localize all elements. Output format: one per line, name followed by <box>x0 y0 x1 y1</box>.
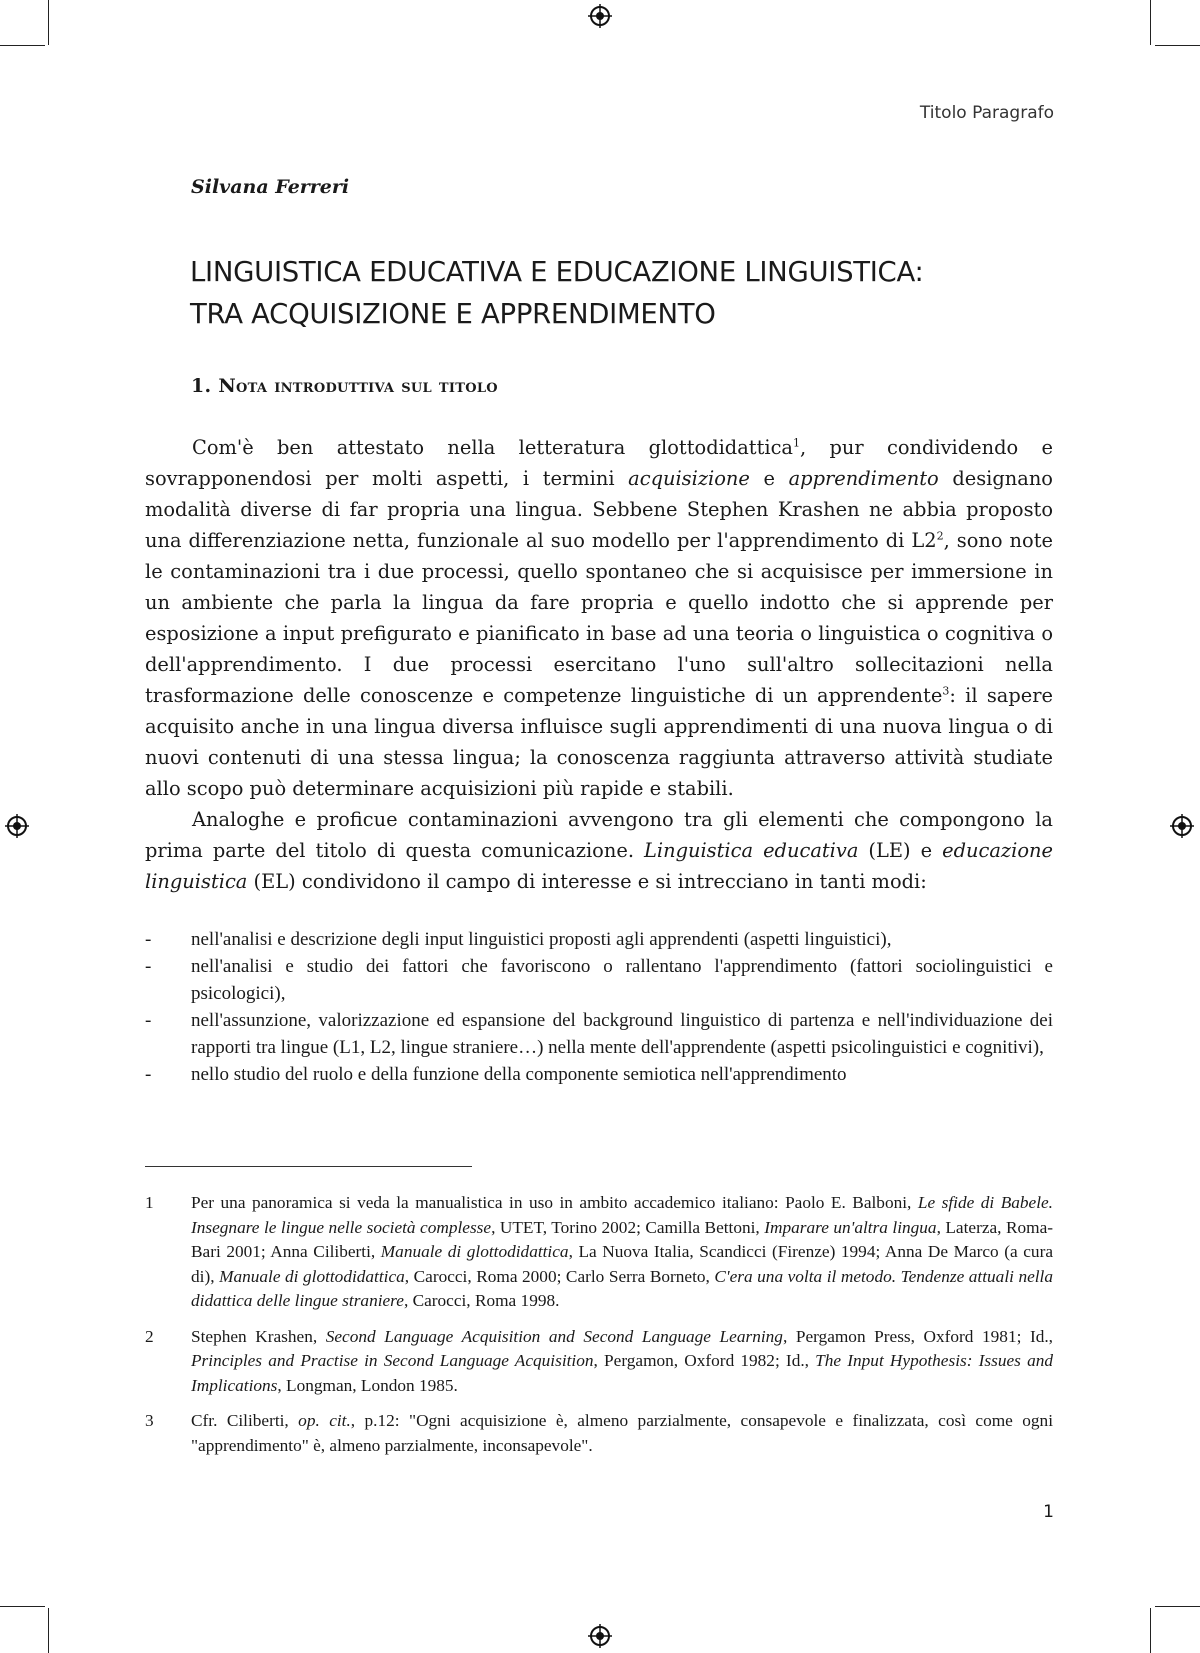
body-text <box>145 432 1053 897</box>
paragraph-2: Analoghe e proficue contaminazioni avvengono tra gli elementi che compongono la prima parte del titolo di questa comunicazione. Linguistica educativa (LE) e educazione linguistica (EL) condividono il campo di interesse e si intrecciano in tanti modi: <box>145 808 1053 893</box>
title-line-1: LINGUISTICA EDUCATIVA E EDUCAZIONE LINGUISTICA: <box>190 256 924 288</box>
crop-mark-top-left-h <box>0 45 45 46</box>
crop-mark-bottom-left-v <box>48 1608 49 1653</box>
running-header: Titolo Paragrafo <box>919 103 1054 123</box>
footnote-3: 3 Cfr. Ciliberti, op. cit., p.12: "Ogni acquisizione è, almeno parzialmente, consapevole e finalizzata, così come ogni "apprendimento" è, almeno parzialmente, inconsapevole". <box>145 1411 1053 1455</box>
footnote-ref-2: 2 <box>936 529 944 543</box>
footnotes <box>145 1191 1053 1469</box>
crop-mark-top-right-h <box>1155 45 1200 46</box>
crop-mark-top-right-v <box>1150 0 1151 45</box>
footnote-1: 1 Per una panoramica si veda la manualistica in uso in ambito accademico italiano: Paolo E. Balboni, Le sfide di Babele. Insegnare le lingue nelle società complesse, UTET, Torino 2002; Camilla Bettoni, Imparare un'altra lingua, Laterza, Roma-Bari 2001; Anna Ciliberti, Manuale di glottodidattica, La Nuova Italia, Scandicci (Firenze) 1994; Anna De Marco (a cura di), Manuale di glottodidattica, Carocci, Roma 2000; Carlo Serra Borneto, C'era una volta il metodo. Tendenze attuali nella didattica delle lingue straniere, Carocci, Roma 1998. <box>145 1193 1054 1310</box>
footnote-2: 2 Stephen Krashen, Second Language Acquisition and Second Language Learning, Pergamon Press, Oxford 1981; Id., Principles and Practise in Second Language Acquisition, Pergamon, Oxford 1982; Id., The Input Hypothesis: Issues and Implications, Longman, London 1985. <box>145 1326 1054 1395</box>
article-title <box>190 251 1070 335</box>
footnote-ref-3: 3 <box>942 684 950 698</box>
crop-mark-bottom-right-v <box>1150 1608 1151 1653</box>
title-line-2: TRA ACQUISIZIONE E APPRENDIMENTO <box>190 298 716 330</box>
crop-mark-bottom-right-h <box>1155 1606 1200 1607</box>
list-item: - nell'analisi e studio dei fattori che favoriscono o rallentano l'apprendimento (fattori sociolinguistici e psicologici), <box>145 956 1053 1004</box>
paragraph-1: Com'è ben attestato nella letteratura glottodidattica$^1$, pur condividendo e sovrapponendosi per molti aspetti, i termini acquisizione e apprendimento designano modalità diverse di far propria una lingua. Sebbene Stephen Krashen ne abbia proposto una differenziazione netta, funzionale al suo modello per l'apprendimento di $L2^2$, sono note le contaminazioni tra i due processi, quello spontaneo che si acquisisce per immersione in un ambiente che parla la lingua da fare propria e quello indotto che si apprende per esposizione a input prefigurato e pianificato in base ad una teoria o linguistica o cognitiva o dell'apprendimento. I due processi esercitano l'uno sull'altro sollecitazioni nella trasformazione delle conoscenze e competenze linguistiche di un apprendente$^3$: il sapere acquisito anche in una lingua diversa influisce sugli apprendimenti di una nuova lingua o di nuovi contenuti di una stessa lingua; la conoscenza raggiunta attraverso attività studiate allo scopo può determinare acquisizioni più rapide e stabili. <box>145 436 1054 800</box>
author-name: Silvana Ferreri <box>191 176 350 198</box>
registration-mark-icon <box>1170 814 1194 838</box>
section-heading: 1. Nota introduttiva sul titolo <box>191 375 498 397</box>
list-item: - nell'assunzione, valorizzazione ed espansione del background linguistico di partenza e nell'individuazione dei rapporti tra lingue (L1, L2, lingue straniere…) nella mente dell'apprendente (aspetti psicolinguistici e cognitivi), <box>145 1010 1053 1058</box>
registration-mark-icon <box>588 4 612 28</box>
bullet-list <box>145 926 1053 1088</box>
page-number: 1 <box>1043 1502 1054 1522</box>
footnote-ref-1: 1 <box>793 436 800 450</box>
registration-mark-icon <box>5 814 29 838</box>
registration-mark-icon <box>588 1624 612 1648</box>
list-item: - nell'analisi e descrizione degli input linguistici proposti agli apprendenti (aspetti linguistici), <box>145 929 892 950</box>
crop-mark-top-left-v <box>48 0 49 45</box>
footnote-separator <box>145 1166 472 1167</box>
crop-mark-bottom-left-h <box>0 1606 45 1607</box>
list-item: - nello studio del ruolo e della funzione della componente semiotica nell'apprendimento <box>145 1064 847 1085</box>
